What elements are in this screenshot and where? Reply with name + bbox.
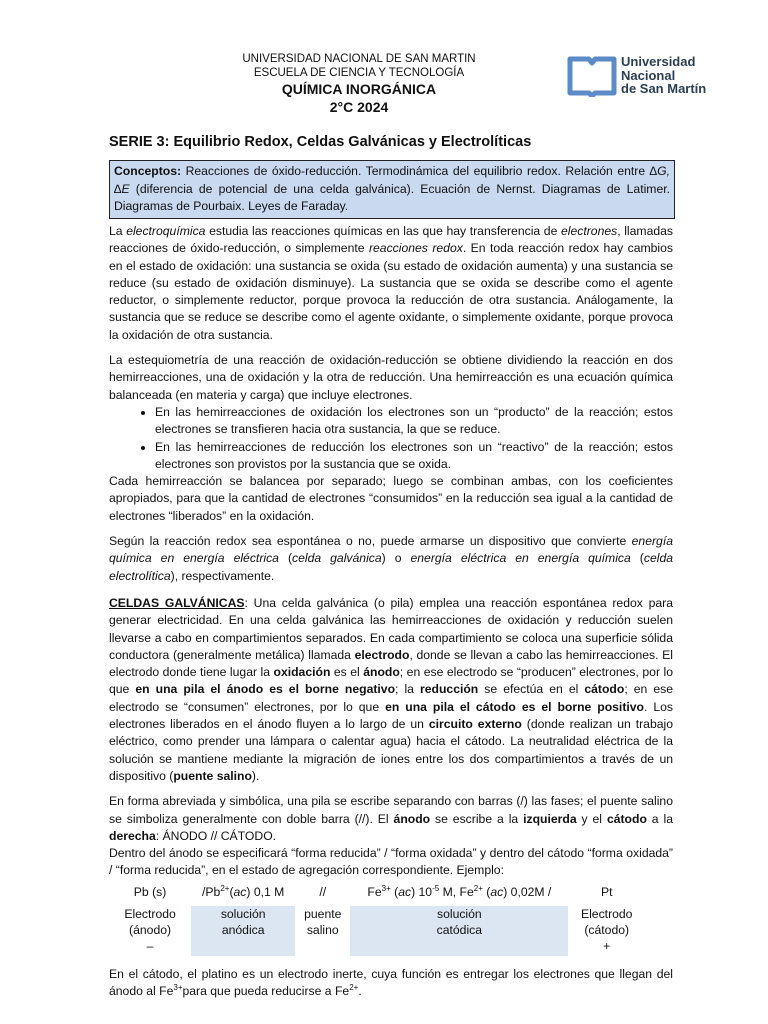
- label-anode-solution: [191, 906, 295, 956]
- text: 3+: [173, 982, 183, 992]
- text: -5: [432, 883, 440, 893]
- text: En el cátodo, el platino es un electrodo inerte, cuya función es entregar los electrones que llegan del ánodo al Fe: [109, 966, 673, 998]
- paragraph-notation: [109, 793, 673, 845]
- text: ; la: [395, 682, 420, 697]
- label-anode-electrode: [109, 906, 191, 956]
- text: ) 10: [411, 884, 433, 899]
- school-name: ESCUELA DE CIENCIA Y TECNOLOGÍA: [253, 67, 465, 79]
- text: reacciones redox: [368, 241, 463, 256]
- university-logo: [567, 53, 717, 99]
- text: ac: [490, 884, 504, 899]
- text: puente salino: [173, 768, 252, 783]
- text: estudia las reacciones químicas en las que hay transferencia de: [205, 224, 561, 238]
- paragraph-stoichiometry: [109, 352, 673, 525]
- text: 2+: [349, 982, 359, 992]
- text: circuito externo: [428, 717, 522, 732]
- text: ac: [233, 884, 247, 899]
- text: ac: [398, 884, 412, 899]
- text: celda galvánica: [292, 551, 382, 566]
- text: La estequiometría de una reacción de oxidación-reducción se obtiene dividiendo la reacción en dos hemirreacciones, una de oxidación y la otra de reducción. Una hemirreacción es una ecuación química balanceada (en materia y carga) que incluye electrones.: [109, 353, 673, 402]
- salt-bridge: //: [319, 884, 327, 899]
- header-text: [209, 52, 509, 116]
- text: , llamadas reacciones de óxido-reducción, o simplemente: [109, 224, 673, 256]
- bullet-list: [109, 404, 673, 473]
- paragraph-electrochemistry: [109, 223, 673, 344]
- cathode-electrode: Pt: [600, 884, 613, 899]
- text: puente: [304, 906, 342, 921]
- paragraph-notation-detail: Dentro del ánodo se especificará “forma reducida” / “forma oxidada” y dentro del cátodo “forma oxidada” / “forma reducida”, en el estado de agregación correspondiente. Ejemplo:: [109, 846, 673, 878]
- text: Cada hemirreacción se balancea por separado; luego se combinan ambas, con los coeficientes apropiados, para que la cantidad de electrones “consumidos” en la reducción sea igual a la cantidad de electrones “liberados” en la oxidación.: [109, 474, 673, 523]
- text: salino: [306, 922, 339, 937]
- book-icon: [567, 53, 617, 97]
- concepts-text-b: (diferencia de potencial de una celda galvánica). Ecuación de Nernst. Diagramas de Latimer. Diagramas de Pourbaix. Leyes de Faraday.: [114, 181, 670, 213]
- logo-line-3: de San Martín: [621, 81, 707, 96]
- cell-labels-row: [109, 906, 645, 956]
- text: es el: [330, 665, 364, 680]
- text: (cátodo): [584, 922, 630, 937]
- text: .: [358, 983, 362, 998]
- text: Electrodo: [124, 906, 176, 921]
- text: . Los electrones liberados en el ánodo fluyen a lo largo de un: [109, 699, 673, 732]
- text: ánodo: [363, 665, 400, 680]
- text: ).: [251, 768, 260, 783]
- text: se efectúa en el: [478, 682, 585, 697]
- cell-notation-table: [109, 884, 645, 956]
- text: 2+: [220, 883, 230, 893]
- text: 2+: [473, 883, 483, 893]
- text: ánodo: [393, 811, 431, 826]
- text: celda electrolítica: [109, 551, 673, 583]
- text: izquierda: [523, 811, 577, 826]
- university-name: UNIVERSIDAD NACIONAL DE SAN MARTIN: [242, 53, 476, 65]
- text: (ánodo): [129, 922, 172, 937]
- text: catódica: [436, 922, 483, 937]
- text: anódica: [221, 922, 265, 937]
- text: La: [109, 224, 127, 238]
- text: derecha: [109, 828, 156, 843]
- text: /Pb: [202, 884, 221, 899]
- text: –: [146, 938, 154, 953]
- term: 2°C 2024: [329, 99, 389, 115]
- label-cathode-electrode: [568, 906, 645, 956]
- text: 3+: [381, 883, 391, 893]
- text: electrones: [560, 224, 618, 238]
- text: (donde realizan un trabajo eléctrico, como prender una lámpara o calentar agua) hacia el cátodo. La neutralidad eléctrica de la solución se mantiene mediante la migración de iones entre los dos compartimientos a través de un dispositivo (: [109, 717, 673, 783]
- text: reducción: [420, 682, 479, 697]
- text: solución: [436, 906, 482, 921]
- text: (: [278, 551, 293, 566]
- label-cathode-solution: [350, 906, 568, 956]
- text: y el: [576, 811, 607, 826]
- text: (: [630, 551, 644, 566]
- text: En forma abreviada y simbólica, una pila se escribe separando con barras (/) las fases; el puente salino se simboliza generalmente con doble barra (//). El: [109, 794, 673, 826]
- paragraph-platinum: [109, 966, 673, 1001]
- text: energía química en energía eléctrica: [109, 534, 673, 566]
- text: ), respectivamente.: [170, 568, 275, 583]
- anode-electrode: Pb (s): [133, 884, 167, 899]
- text: electroquímica: [126, 224, 206, 238]
- text: M, Fe: [439, 884, 474, 899]
- text: ) 0,1 M: [246, 884, 285, 899]
- text: Electrodo: [580, 906, 633, 921]
- list-item: • En las hemirreacciones de reducción los electrones son un “reactivo” de la reacción; estos electrones son provistos por la sustancia que se oxida.: [155, 439, 673, 474]
- text: : ÁNODO // CÁTODO.: [155, 828, 277, 843]
- text: en una pila el ánodo es el borne negativo: [135, 682, 396, 697]
- text: ) 0,02M /: [503, 884, 552, 899]
- cathode-solution: [350, 884, 568, 906]
- text: ; en ese electrodo se “consumen” electrones, por lo que: [109, 682, 673, 714]
- text: : Una celda galvánica (o pila) emplea una reacción espontánea redox para generar electricidad. En una celda galvánica las hemirreacciones de oxidación y reducción suelen llevarse a cabo en compartimientos separados. En cada compartimiento se coloca una superficie sólida conductora (generalmente metálica) llamada: [109, 595, 673, 662]
- text: oxidación: [273, 665, 331, 680]
- text: ; en ese electrodo se “producen” electrones, por lo que: [109, 665, 673, 697]
- text: . En toda reacción redox hay cambios en el estado de oxidación: una sustancia se oxida (su estado de oxidación aumenta) y una sustancia se reduce (su estado de oxidación disminuye). La sustancia que se oxida se describe como el agente reductor, o simplemente reductor, porque provoca la reducción de otra sustancia. Análogamente, la sustancia que se reduce se describe como el agente oxidante, o simplemente oxidante, porque provoca la oxidación de otra sustancia.: [109, 241, 674, 342]
- text: +: [603, 938, 611, 953]
- list-item: • En las hemirreacciones de oxidación los electrones son un “producto” de la reacción; estos electrones se transfieren hacia otra sustancia, la que se reduce.: [155, 404, 673, 439]
- header: [109, 52, 707, 132]
- text: electrodo: [354, 647, 410, 662]
- concepts-box: [109, 160, 675, 219]
- logo-text: [621, 55, 706, 96]
- label-salt-bridge: [295, 906, 350, 956]
- concepts-delta: ∆G, ∆E: [114, 164, 670, 196]
- text: ) o: [381, 551, 411, 566]
- text: para que pueda reducirse a Fe: [182, 983, 350, 998]
- text: a la: [646, 811, 673, 826]
- concepts-label: Conceptos:: [114, 164, 182, 178]
- document-body: [109, 223, 673, 1008]
- text: energía eléctrica en energía química: [410, 551, 631, 566]
- paragraph-cell-types: [109, 533, 673, 585]
- cell-notation-row: [109, 884, 645, 906]
- serie-title: SERIE 3: Equilibrio Redox, Celdas Galvánicas y Electrolíticas: [109, 134, 532, 150]
- text: (: [229, 884, 234, 899]
- concepts-text-a: Reacciones de óxido-reducción. Termodinámica del equilibrio redox. Relación entre: [181, 164, 650, 178]
- text: (: [482, 884, 491, 899]
- text: , donde se llevan a cabo las hemirreacciones. El electrodo donde tiene lugar la: [109, 647, 673, 680]
- anode-solution: [191, 884, 295, 906]
- text: Según la reacción redox sea espontánea o no, puede armarse un dispositivo que convierte: [109, 534, 632, 549]
- text: (: [390, 884, 399, 899]
- text: cátodo: [584, 682, 625, 697]
- text: solución: [220, 906, 266, 921]
- course-title: QUÍMICA INORGÁNICA: [281, 81, 437, 97]
- text: cátodo: [606, 811, 647, 826]
- text: Fe: [367, 884, 382, 899]
- section-heading: CELDAS GALVÁNICAS: [109, 595, 245, 610]
- text: en una pila el cátodo es el borne positivo: [385, 699, 644, 714]
- logo-line-2: Nacional: [621, 67, 676, 83]
- text: se escribe a la: [430, 811, 524, 826]
- paragraph-galvanic-cells: [109, 595, 673, 785]
- logo-line-1: Universidad: [621, 54, 696, 69]
